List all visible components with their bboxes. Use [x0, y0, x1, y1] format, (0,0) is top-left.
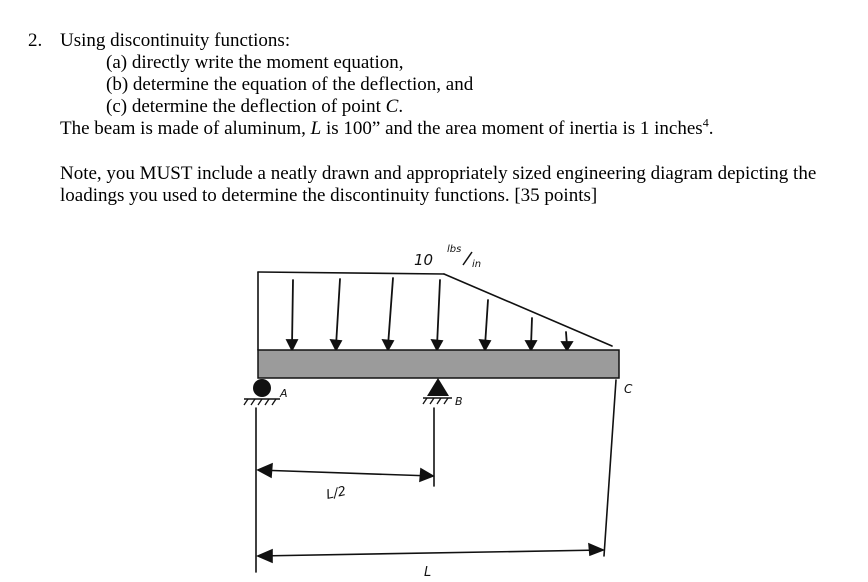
arrow-head — [562, 342, 572, 350]
dim-full-arrow-left — [258, 550, 272, 562]
support-b-triangle — [427, 378, 449, 396]
problem-stem: Using discontinuity functions: — [60, 30, 291, 51]
part-c-end: . — [398, 96, 404, 117]
ground-hatch-a — [244, 399, 276, 405]
length-symbol: L — [310, 118, 322, 139]
dim-half-arrow-left — [258, 464, 272, 477]
distributed-load — [258, 272, 612, 350]
load-top-line — [258, 272, 444, 274]
arrow-head — [480, 340, 490, 350]
extension-lines — [256, 380, 616, 572]
beam-text-end: . — [708, 118, 714, 139]
load-unit-slash — [463, 252, 472, 265]
dimension-full — [258, 544, 603, 580]
arrow-head — [432, 340, 442, 350]
label-c: C — [624, 382, 633, 396]
dim-half-arrow-right — [420, 469, 433, 481]
label-b: B — [455, 395, 463, 408]
load-arrows — [287, 278, 572, 350]
support-b — [423, 378, 463, 408]
note-line-1: Note, you MUST include a neatly drawn and appropriately sized engineering diagram depicting the — [60, 163, 817, 184]
label-a: A — [280, 387, 288, 400]
point-c-symbol: C — [385, 96, 399, 117]
part-b: (b) determine the equation of the deflection, and — [106, 74, 474, 95]
arrow-head — [383, 340, 393, 350]
support-a-roller — [253, 379, 271, 397]
dim-half-label: L/2 — [324, 484, 348, 503]
problem-number: 2. — [28, 30, 43, 51]
load-unit-top: lbs — [447, 244, 462, 255]
part-c-text: (c) determine the deflection of point — [106, 96, 386, 117]
load-unit-bottom: in — [472, 259, 482, 270]
load-taper-line — [444, 274, 612, 346]
beam — [258, 350, 619, 378]
dim-full-arrow-right — [589, 544, 603, 555]
ground-hatch-b — [423, 398, 448, 404]
extension-line-c — [604, 380, 616, 556]
exponent: 4 — [702, 115, 709, 130]
support-a — [244, 379, 288, 405]
arrow-head — [526, 341, 536, 350]
dimension-half — [258, 464, 433, 503]
beam-text-middle: is 100” and the area moment of inertia is 1 inches — [321, 118, 703, 139]
dim-full-label: L — [424, 565, 432, 580]
note-line-2: loadings you used to determine the discontinuity functions. [35 points] — [60, 185, 598, 206]
arrow-head — [287, 340, 297, 350]
arrow-head — [331, 340, 341, 350]
load-value-label: 10 — [414, 251, 434, 269]
part-a: (a) directly write the moment equation, — [106, 52, 404, 73]
beam-text-prefix: The beam is made of aluminum, — [60, 118, 311, 139]
